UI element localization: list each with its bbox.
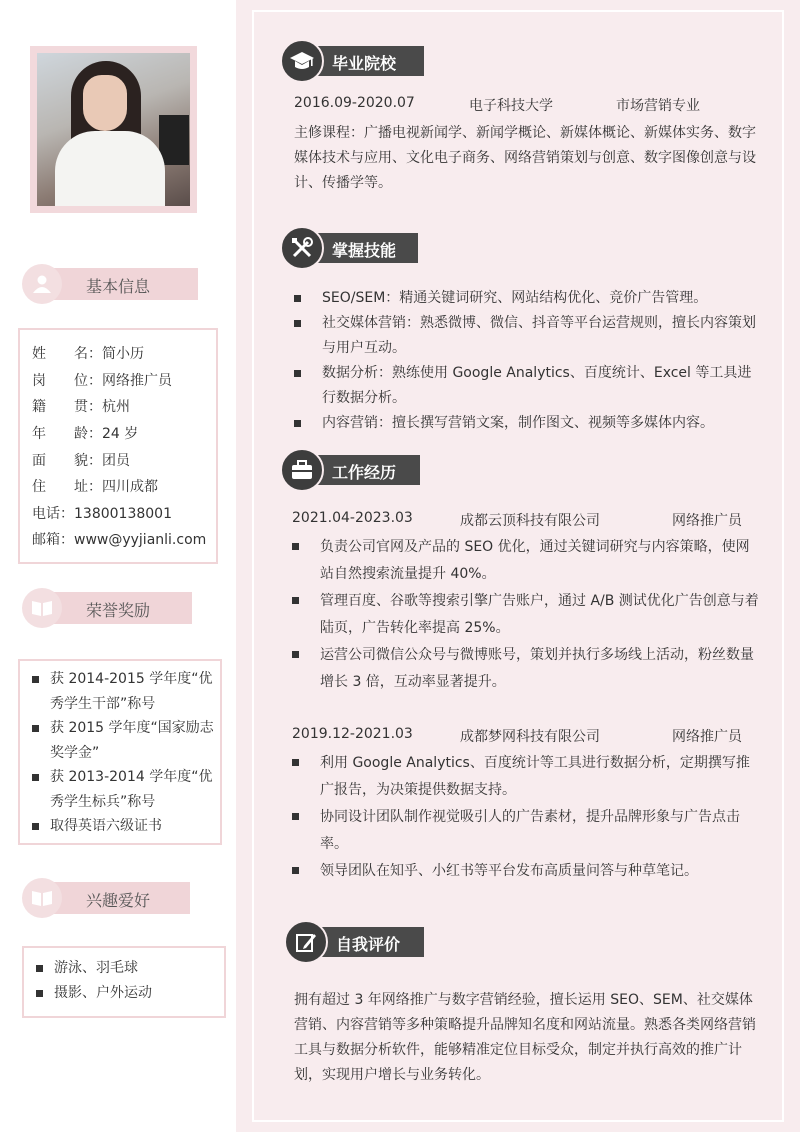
work-header [298, 455, 420, 485]
info-row-address: 住 址 ： 四川成都 [32, 479, 158, 496]
left-column [0, 0, 236, 1132]
info-row-political-status: 面 貌 ： 团员 [32, 452, 130, 469]
self-eval-header [302, 927, 424, 957]
job-item: 领导团队在知乎、小红书等平台发布高质量问答与种草笔记。 [292, 858, 762, 885]
info-row-hometown: 籍 贯 ： 杭州 [32, 399, 130, 416]
basic-info-title: 基本信息 [86, 277, 151, 296]
right-column [236, 0, 800, 1132]
job-role: 网络推广员 [672, 729, 742, 745]
hobbies-box [22, 946, 226, 1018]
job-item: 负责公司官网及产品的 SEO 优化，通过关键词研究与内容策略，使网站自然搜索流量提升 40%。 [292, 534, 762, 588]
self-eval-text: 拥有超过 3 年网络推广与数字营销经验，擅长运用 SEO、SEM、社交媒体营销、内容营销等多种策略提升品牌知名度和网站流量。熟悉各类网络营销工具与数据分析软件，能够精准定位目标受众，制定并执行高效的推广计划，实现用户增长与业务转化。 [294, 992, 756, 1083]
skill-item: 社交媒体营销：熟悉微博、微信、抖音等平台运营规则，擅长内容策划与用户互动。 [294, 311, 764, 361]
graduation-cap-icon [280, 39, 324, 83]
briefcase-icon [280, 448, 324, 492]
job-1-row [292, 510, 772, 530]
skills-title: 掌握技能 [332, 241, 397, 260]
job-company: 成都梦网科技有限公司 [460, 729, 600, 745]
skill-item: 内容营销：擅长撰写营销文案，制作图文、视频等多媒体内容。 [294, 411, 764, 436]
education-period: 2016.09-2020.07 [294, 95, 415, 111]
job-company: 成都云顶科技有限公司 [460, 513, 600, 529]
job-1-list [292, 534, 762, 696]
job-2-list [292, 750, 762, 885]
job-role: 网络推广员 [672, 513, 742, 529]
honor-item: 获 2014-2015 学年度“优秀学生干部”称号 [20, 667, 214, 716]
skill-item: SEO/SEM：精通关键词研究、网站结构优化、竞价广告管理。 [294, 286, 764, 311]
hobbies-header [30, 882, 190, 914]
tools-icon [280, 226, 324, 270]
education-major: 市场营销专业 [616, 98, 700, 114]
job-period: 2019.12-2021.03 [292, 726, 413, 742]
work-title: 工作经历 [332, 463, 397, 482]
info-row-email: 邮箱：www@yyjianli.com [32, 532, 207, 549]
job-item: 运营公司微信公众号与微博账号，策划并执行多场线上活动，粉丝数量增长 3 倍，互动率显著提升。 [292, 642, 762, 696]
honors-header [30, 592, 192, 624]
hobbies-title: 兴趣爱好 [86, 891, 151, 910]
job-item: 协同设计团队制作视觉吸引人的广告素材，提升品牌形象与广告点击率。 [292, 804, 762, 858]
skill-item: 数据分析：熟练使用 Google Analytics、百度统计、Excel 等工具进行数据分析。 [294, 361, 764, 411]
profile-photo-frame [30, 46, 197, 213]
education-header [298, 46, 424, 76]
education-title: 毕业院校 [332, 54, 397, 73]
info-row-name: 姓 名 ： 简小历 [32, 346, 144, 363]
hobby-item: 摄影、户外运动 [24, 981, 218, 1006]
basic-info-box [18, 328, 218, 564]
person-icon [22, 264, 62, 304]
education-school: 电子科技大学 [469, 98, 553, 114]
job-item: 利用 Google Analytics、百度统计等工具进行数据分析，定期撰写推广报告，为决策提供数据支持。 [292, 750, 762, 804]
education-courses: 主修课程：广播电视新闻学、新闻学概论、新媒体概论、新媒体实务、数字媒体技术与应用、文化电子商务、网络营销策划与创意、数字图像创意与设计、传播学等。 [294, 125, 756, 191]
skills-list [294, 286, 764, 436]
hobby-item: 游泳、羽毛球 [24, 956, 218, 981]
book-icon [22, 878, 62, 918]
honor-item: 获 2015 学年度“国家励志奖学金” [20, 716, 214, 765]
honor-item: 取得英语六级证书 [20, 814, 214, 839]
job-period: 2021.04-2023.03 [292, 510, 413, 526]
honors-title: 荣誉奖励 [86, 601, 151, 620]
basic-info-header [30, 268, 198, 300]
self-eval-title: 自我评价 [336, 935, 401, 954]
education-row [294, 95, 774, 115]
profile-photo [37, 53, 190, 206]
job-2-row [292, 726, 772, 746]
job-item: 管理百度、谷歌等搜索引擎广告账户，通过 A/B 测试优化广告创意与着陆页，广告转化率提高 25%。 [292, 588, 762, 642]
info-row-phone: 电话：13800138001 [32, 505, 172, 522]
book-icon [22, 588, 62, 628]
info-row-position: 岗 位 ： 网络推广员 [32, 372, 172, 389]
skills-header [298, 233, 418, 263]
edit-icon [284, 920, 328, 964]
honor-item: 获 2013-2014 学年度“优秀学生标兵”称号 [20, 765, 214, 814]
info-row-age: 年 龄 ： 24 岁 [32, 426, 139, 443]
honors-box [18, 659, 222, 845]
